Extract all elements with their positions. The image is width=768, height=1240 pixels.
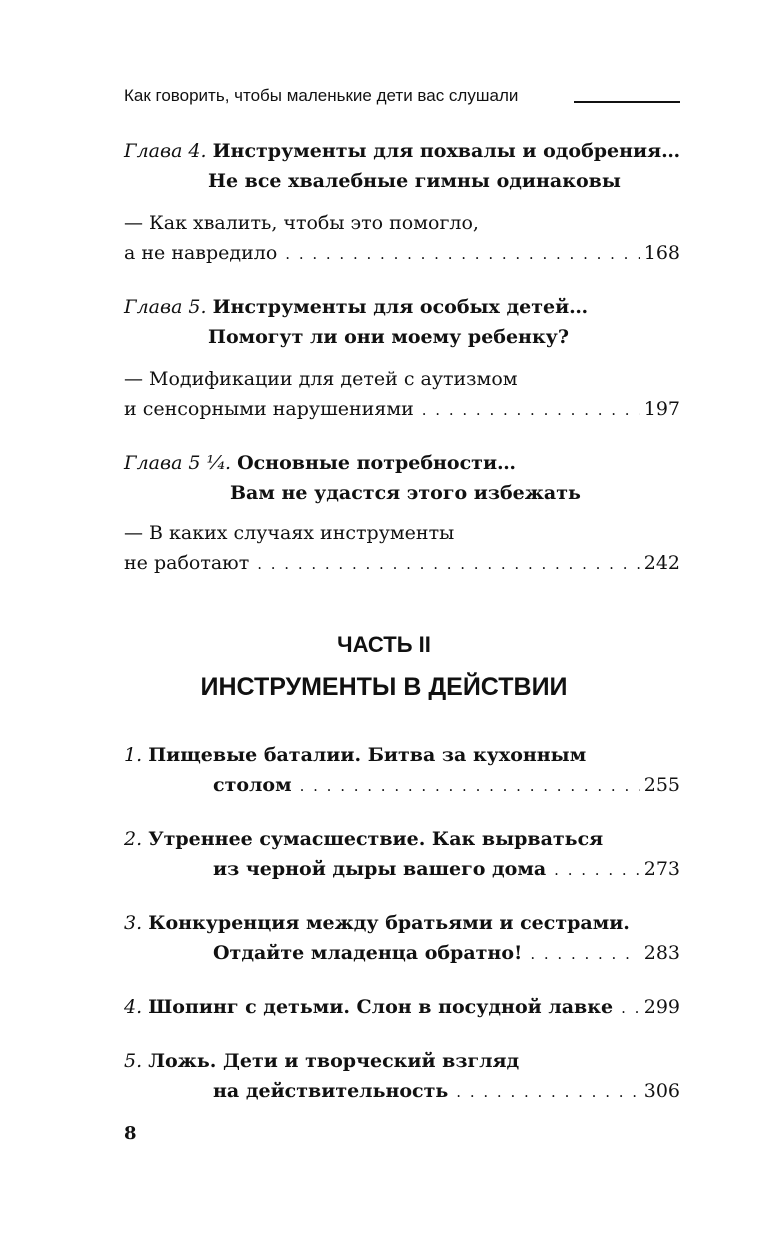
item-number: 5. (124, 1050, 143, 1072)
toc-item-4[interactable] (124, 992, 680, 1023)
page-ref: 168 (643, 242, 680, 264)
leader-dots (456, 1077, 639, 1107)
toc-entry-chapter-5[interactable] (124, 364, 680, 425)
item-title-cont: Отдайте младенца обратно! (213, 942, 523, 964)
leader-dots (257, 549, 640, 579)
page-ref: 283 (643, 942, 680, 964)
leader-dots (554, 855, 640, 885)
chapter-label: Глава 5. (124, 296, 207, 318)
leader-dots (300, 771, 640, 801)
leader-dots (530, 939, 639, 969)
leader-dots (422, 395, 640, 425)
page-ref: 197 (643, 398, 680, 420)
chapter-subtitle: Помогут ли они моему ребенку? (208, 326, 569, 348)
chapter-label: Глава 5 ¹⁄₄. (124, 452, 232, 474)
chapter-heading-5 (124, 292, 680, 352)
toc-item-3[interactable] (124, 908, 680, 969)
page-ref: 306 (643, 1080, 680, 1102)
toc-entry-chapter-5-quarter[interactable] (124, 518, 680, 579)
item-title: Шопинг с детьми. Слон в посудной лавке (148, 996, 614, 1018)
item-number: 3. (124, 912, 143, 934)
entry-text: не работают (124, 552, 250, 574)
page-number: 8 (124, 1123, 137, 1144)
running-header (124, 84, 680, 108)
item-title-cont: столом (213, 774, 292, 796)
item-title: Утреннее сумасшествие. Как вырваться (148, 828, 604, 850)
item-title: Ложь. Дети и творческий взгляд (148, 1050, 520, 1072)
chapter-subtitle: Вам не удастся этого избежать (230, 482, 581, 504)
entry-text: — Модификации для детей с аутизмом (124, 368, 518, 390)
header-rule (574, 101, 680, 103)
page-ref: 299 (643, 996, 680, 1018)
chapter-label: Глава 4. (124, 140, 207, 162)
item-number: 1. (124, 744, 143, 766)
item-title-cont: на действительность (213, 1080, 449, 1102)
entry-text: — В каких случаях инструменты (124, 522, 455, 544)
chapter-title: Инструменты для похвалы и одобрения… (212, 140, 681, 162)
item-number: 4. (124, 996, 143, 1018)
part-label: ЧАСТЬ II (337, 632, 431, 657)
toc-item-2[interactable] (124, 824, 680, 885)
item-title: Конкуренция между братьями и сестрами. (148, 912, 630, 934)
page-ref: 273 (643, 858, 680, 880)
chapter-heading-5-quarter (124, 448, 680, 508)
book-title: Как говорить, чтобы маленькие дети вас слушали (124, 86, 519, 105)
chapter-title: Основные потребности… (237, 452, 517, 474)
entry-text: — Как хвалить, чтобы это помогло, (124, 212, 479, 234)
item-number: 2. (124, 828, 143, 850)
chapter-heading-4 (124, 136, 680, 196)
page-ref: 255 (643, 774, 680, 796)
toc-entry-chapter-4[interactable] (124, 208, 680, 269)
page-ref: 242 (643, 552, 680, 574)
item-title: Пищевые баталии. Битва за кухонным (148, 744, 587, 766)
item-title-cont: из черной дыры вашего дома (213, 858, 547, 880)
part-title: ИНСТРУМЕНТЫ В ДЕЙСТВИИ (200, 673, 568, 701)
leader-dots (621, 993, 640, 1023)
entry-text: а не навредило (124, 242, 278, 264)
leader-dots (285, 239, 639, 269)
toc-item-5[interactable] (124, 1046, 680, 1107)
chapter-title: Инструменты для особых детей… (212, 296, 589, 318)
chapter-subtitle: Не все хвалебные гимны одинаковы (208, 170, 621, 192)
toc-item-1[interactable] (124, 740, 680, 801)
entry-text: и сенсорными нарушениями (124, 398, 414, 420)
